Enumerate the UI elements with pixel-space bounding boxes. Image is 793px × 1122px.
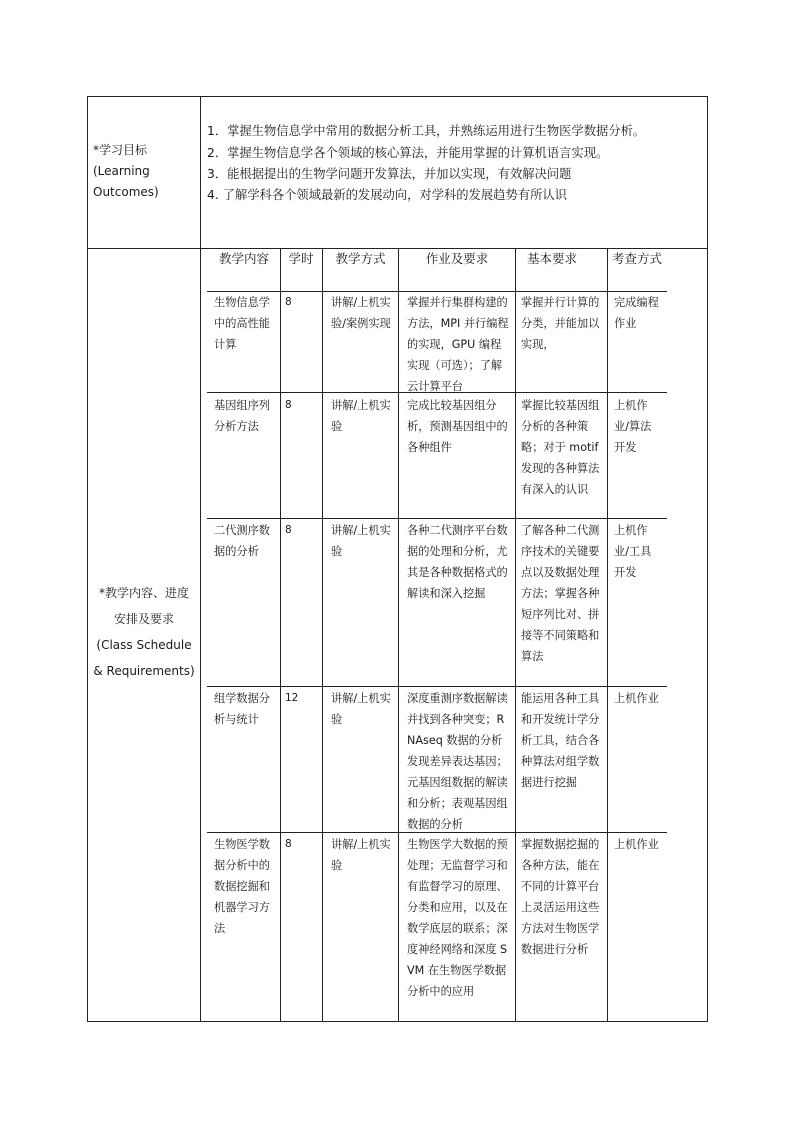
learning-outcomes-label-en: Outcomes) — [93, 185, 159, 199]
row-divider — [207, 518, 667, 519]
schedule-label-cn: 安排及要求 — [113, 612, 174, 626]
schedule-label-en: & Requirements) — [93, 664, 195, 678]
cell-assessment: 上机作业/工具开发 — [614, 524, 652, 579]
learning-outcome-item: 2．掌握生物信息学各个领域的核心算法，并能用掌握的计算机语言实现。 — [207, 146, 609, 160]
col-divider — [607, 248, 608, 1022]
label-column-divider — [200, 96, 201, 1022]
col-divider — [515, 248, 516, 1022]
header-homework: 作业及要求 — [425, 251, 489, 266]
cell-method: 讲解/上机实验 — [331, 692, 391, 726]
cell-method: 讲解/上机实验/案例实现 — [331, 296, 391, 330]
cell-assessment: 上机作业 — [614, 838, 659, 851]
col-divider — [280, 248, 281, 1022]
learning-outcome-item: 3．能根据提出的生物学问题开发算法，并加以实现，有效解决问题 — [207, 167, 572, 181]
row-divider — [207, 686, 667, 687]
cell-basic: 掌握数据挖掘的各种方法，能在不同的计算平台上灵活运用这些方法对生物医学数据进行分析 — [521, 838, 600, 956]
cell-homework: 完成比较基因组分析，预测基因组中的各种组件 — [407, 399, 508, 454]
col-divider — [398, 248, 399, 1022]
cell-assessment: 完成编程作业 — [614, 296, 659, 330]
cell-content: 生物医学数据分析中的数据挖掘和机器学习方法 — [214, 838, 270, 935]
learning-outcome-item: 4. 了解学科各个领域最新的发展动向，对学科的发展趋势有所认识 — [207, 188, 567, 202]
cell-basic: 了解各种二代测序技术的关键要点以及数据处理方法；掌握各种短序列比对、拼接等不同策略和算法 — [521, 524, 600, 663]
header-hours: 学时 — [288, 251, 314, 266]
cell-homework: 各种二代测序平台数据的处理和分析，尤其是各种数据格式的解读和深入挖掘 — [407, 524, 508, 600]
cell-method: 讲解/上机实验 — [331, 838, 391, 872]
schedule-label-en: (Class Schedule — [96, 638, 192, 652]
learning-outcome-item: 1．掌握生物信息学中常用的数据分析工具，并熟练运用进行生物医学数据分析。 — [207, 124, 646, 138]
learning-outcomes-label — [93, 140, 159, 203]
cell-content: 二代测序数据的分析 — [214, 524, 270, 558]
cell-method: 讲解/上机实验 — [331, 524, 391, 558]
header-assessment: 考查方式 — [612, 251, 663, 266]
cell-homework: 生物医学大数据的预处理；无监督学习和有监督学习的原理、分类和应用，以及在数学底层的联系；深度神经网络和深度 SVM 在生物医学数据分析中的应用 — [407, 838, 508, 998]
learning-outcomes-label-cn: *学习目标 — [93, 143, 148, 157]
cell-homework: 掌握并行集群构建的方法，MPI 并行编程的实现，GPU 编程实现（可选）；了解云计算平台 — [407, 296, 509, 393]
cell-assessment: 上机作业/算法开发 — [614, 399, 652, 454]
cell-basic: 掌握并行计算的分类，并能加以实现， — [521, 296, 600, 351]
cell-basic: 掌握比较基因组分析的各种策略；对于 motif 发现的各种算法有深入的认识 — [521, 399, 600, 496]
cell-hours: 8 — [285, 524, 292, 536]
cell-hours: 8 — [285, 399, 292, 411]
cell-content: 基因组序列分析方法 — [214, 399, 270, 433]
header-basic: 基本要求 — [526, 251, 577, 266]
cell-method: 讲解/上机实验 — [331, 399, 391, 433]
schedule-label — [89, 580, 199, 684]
cell-content: 组学数据分析与统计 — [214, 692, 270, 726]
cell-hours: 8 — [285, 296, 292, 308]
cell-content: 生物信息学中的高性能计算 — [214, 296, 270, 351]
cell-hours: 12 — [285, 692, 299, 704]
cell-basic: 能运用各种工具和开发统计学分析工具，结合各种算法对组学数据进行挖掘 — [521, 692, 600, 789]
cell-assessment: 上机作业 — [614, 692, 659, 705]
header-content: 教学内容 — [218, 251, 269, 266]
cell-homework: 深度重测序数据解读并找到各种突变；RNAseq 数据的分析发现差异表达基因；元基因组数据的解读和分析；表观基因组数据的分析 — [407, 692, 508, 831]
cell-hours: 8 — [285, 838, 292, 850]
col-divider — [322, 248, 323, 1022]
header-method: 教学方式 — [335, 251, 386, 266]
learning-outcomes-label-en: (Learning — [93, 164, 150, 178]
schedule-label-cn: *教学内容、进度 — [98, 586, 189, 600]
